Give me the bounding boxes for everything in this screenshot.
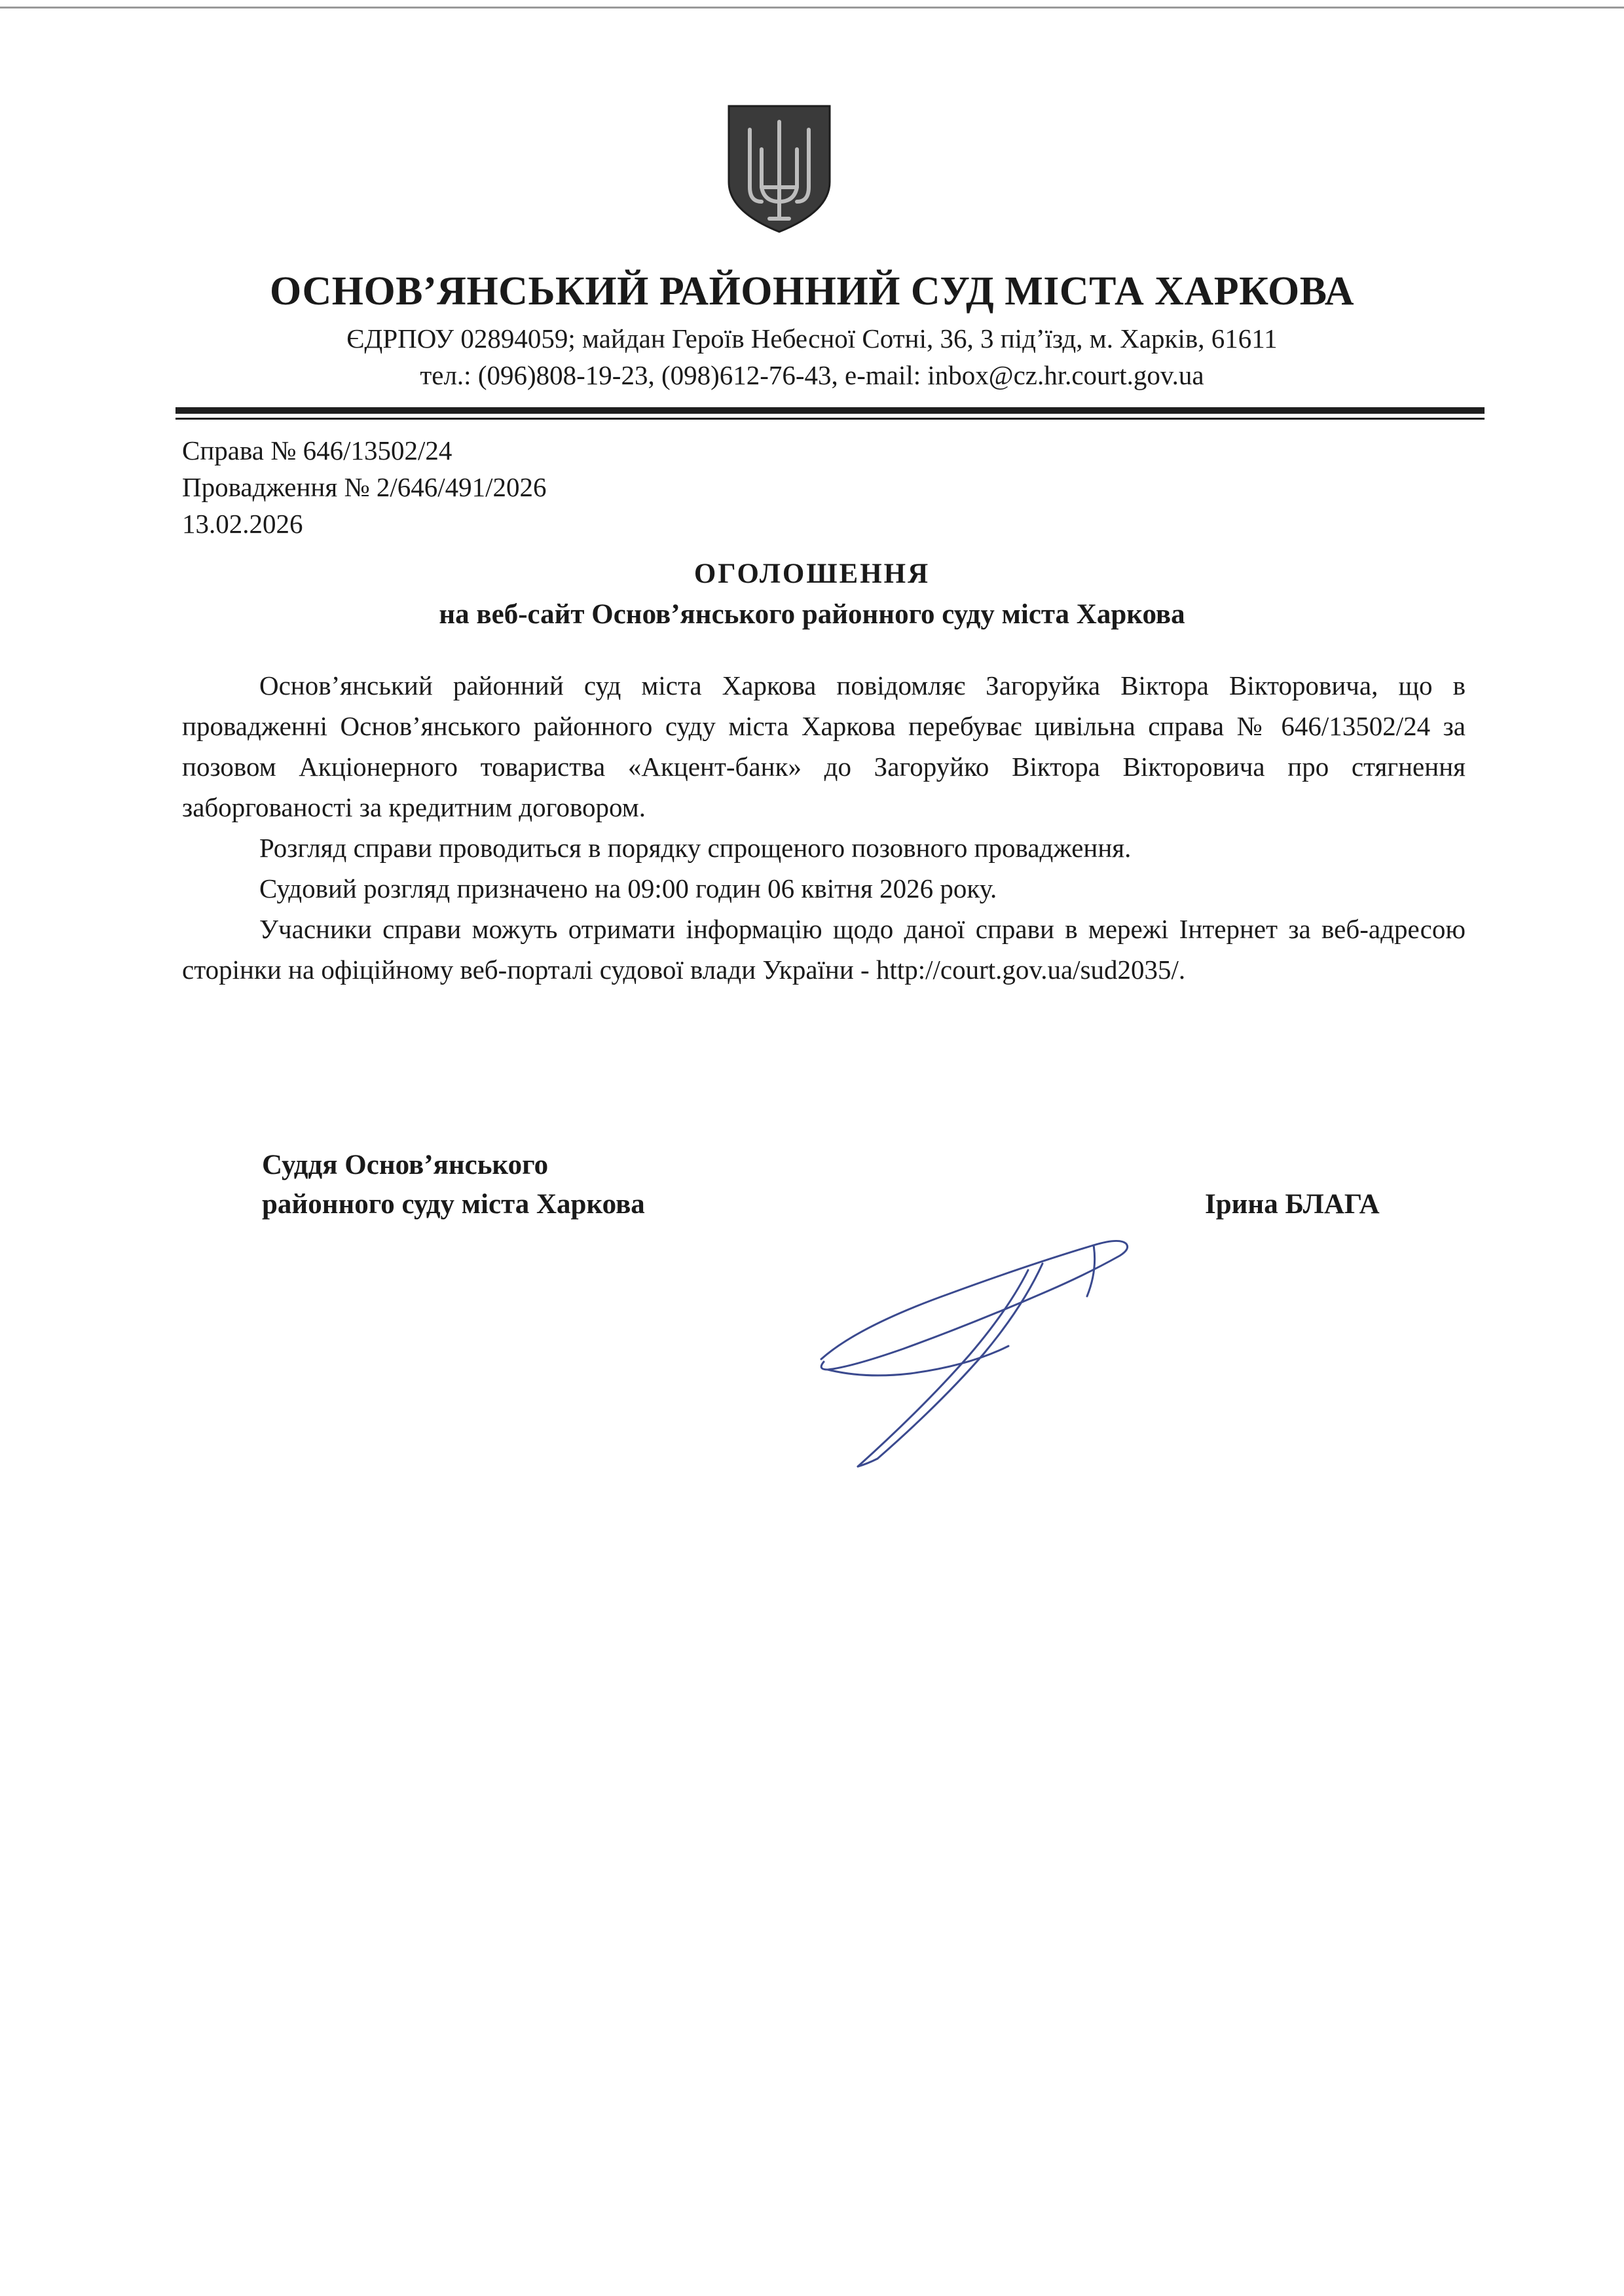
court-details-contacts: тел.: (096)808-19-23, (098)612-76-43, e-mail: inbox@cz.hr.court.gov.ua (420, 360, 1204, 390)
document-date: 13.02.2026 (182, 509, 303, 539)
ukraine-trident-icon (724, 103, 835, 234)
announcement-subtitle: на веб-сайт Основ’янського районного суду міста Харкова (439, 599, 1185, 630)
announcement-title: ОГОЛОШЕННЯ (693, 558, 931, 589)
judge-position (262, 1146, 645, 1224)
body-paragraph-info: Учасники справи можуть отримати інформацію щодо даної справи в мережі Інтернет за веб-адресою сторінки на офіційному веб-порталі судової влади України - http://court.gov.ua/sud2035/. (182, 914, 1466, 985)
case-meta (182, 432, 547, 542)
judge-position-line1: Суддя Основ’янського (262, 1150, 549, 1180)
court-details-address: ЄДРПОУ 02894059; майдан Героїв Небесної Сотні, 36, 3 під’їзд, м. Харків, 61611 (346, 323, 1278, 354)
header-divider-thick (175, 407, 1485, 414)
judge-name: Ірина БЛАГА (1205, 1189, 1380, 1220)
scan-edge-line (0, 7, 1624, 9)
handwritten-signature-icon (812, 1231, 1179, 1486)
announcement-body (182, 665, 1466, 990)
body-paragraph-hearing: Судовий розгляд призначено на 09:00 годин 06 квітня 2026 року. (259, 873, 997, 903)
header-divider-thin (175, 418, 1485, 420)
judge-position-line2: районного суду міста Харкова (262, 1189, 645, 1220)
court-name: ОСНОВ’ЯНСЬКИЙ РАЙОННИЙ СУД МІСТА ХАРКОВА (269, 269, 1355, 314)
proceeding-number: Провадження № 2/646/491/2026 (182, 472, 547, 502)
case-number: Справа № 646/13502/24 (182, 435, 452, 465)
body-paragraph-notice: Основ’янський районний суд міста Харкова повідомляє Загоруйка Віктора Вікторовича, що в провадженні Основ’янського районного суду міста Харкова перебуває цивільна справа № 646/13502/24 за позовом Акціонерного товариства «Акцент-банк» до Загоруйко Віктора Вікторовича про стягнення заборгованості за кредитним договором. (182, 670, 1466, 822)
body-paragraph-procedure: Розгляд справи проводиться в порядку спрощеного позовного провадження. (259, 833, 1132, 863)
